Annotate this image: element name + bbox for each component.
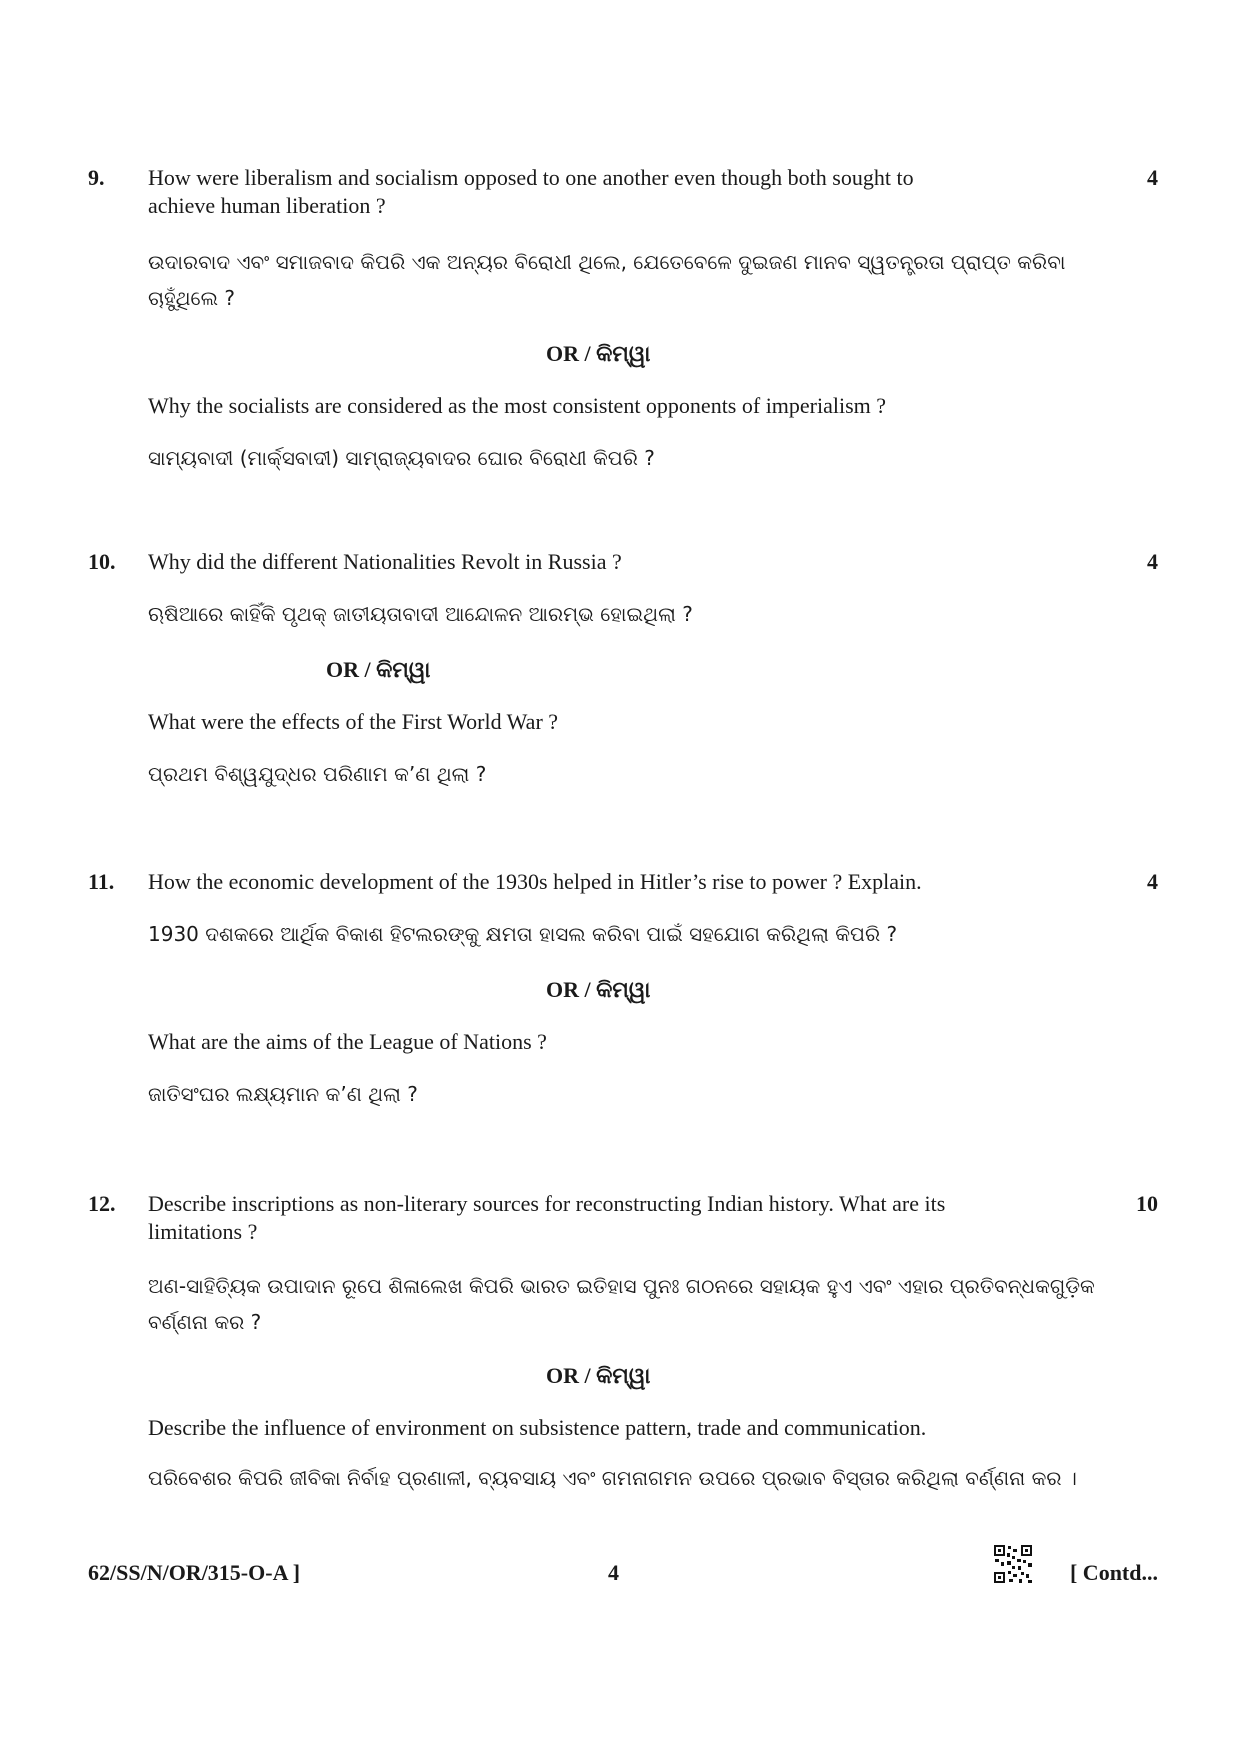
question-marks: 10 — [1136, 1191, 1158, 1216]
or-label: OR / କିମ୍ୱା — [546, 977, 651, 1002]
page-number: 4 — [608, 1560, 619, 1585]
or-label: OR / କିମ୍ୱା — [546, 1363, 651, 1388]
question-odia-line: ଉଦାରବାଦ ଏବଂ ସମାଜବାଦ କିପରି ଏକ ଅନ୍ୟର ବିରୋଧୀ ଥିଲେ, ଯେତେବେଳେ ଦୁଇଜଣ ମାନବ ସ୍ୱତନ୍ତ୍ରତା ପ୍ରାପ୍ତ କରିବା — [148, 250, 1066, 274]
question-text-line: Why did the different Nationalities Revolt in Russia ? — [148, 549, 622, 574]
question-number: 11. — [88, 869, 115, 894]
alt-question-odia: ସାମ୍ୟବାଦୀ (ମାର୍କ୍ସବାଦୀ) ସାମ୍ରାଜ୍ୟବାଦର ଘୋର ବିରୋଧୀ କିପରି ? — [148, 446, 655, 470]
question-marks: 4 — [1147, 869, 1158, 894]
question-number: 9. — [88, 165, 105, 190]
question-12 — [88, 1190, 1158, 1510]
paper-code: 62/SS/N/OR/315-O-A ] — [88, 1560, 301, 1585]
or-label: OR / କିମ୍ୱା — [546, 341, 651, 366]
question-text-line: How were liberalism and socialism opposed to one another even though both sought to — [148, 165, 914, 190]
alt-question-text: What are the aims of the League of Nations ? — [148, 1029, 547, 1054]
question-odia-line: ଋଷିଆରେ କାହିଁକି ପୃଥକ୍ ଜାତୀୟତାବାଦୀ ଆନ୍ଦୋଳନ ଆରମ୍ଭ ହୋଇଥିଲା ? — [148, 602, 693, 626]
question-marks: 4 — [1147, 549, 1158, 574]
question-number: 12. — [88, 1191, 116, 1216]
question-text-line: limitations ? — [148, 1219, 258, 1244]
question-text-line: achieve human liberation ? — [148, 193, 386, 218]
question-10 — [88, 548, 1158, 798]
question-odia-line: ଅଣ-ସାହିତ୍ୟିକ ଉପାଦାନ ରୂପେ ଶିଳାଲେଖ କିପରି ଭାରତ ଇତିହାସ ପୁନଃ ଗଠନରେ ସହାୟକ ହୁଏ ଏବଂ ଏହାର ପ୍ରତିବନ୍ଧକଗୁଡ଼ିକ — [148, 1274, 1095, 1298]
question-9 — [88, 164, 1158, 484]
alt-question-odia: ପରିବେଶର କିପରି ଜୀବିକା ନିର୍ବାହ ପ୍ରଣାଳୀ, ବ୍ୟବସାୟ ଏବଂ ଗମନାଗମନ ଉପରେ ପ୍ରଭାବ ବିସ୍ତାର କରିଥିଲା ବର୍ଣ୍ଣନା କର । — [148, 1466, 1077, 1490]
question-11 — [88, 868, 1158, 1118]
question-odia-line: 1930 ଦଶକରେ ଆର୍ଥିକ ବିକାଶ ହିଟଲରଙ୍କୁ କ୍ଷମତା ହାସଲ କରିବା ପାଇଁ ସହଯୋଗ କରିଥିଲା କିପରି ? — [148, 922, 898, 946]
page-footer — [88, 1560, 1158, 1600]
alt-question-text: Why the socialists are considered as the most consistent opponents of imperialism ? — [148, 393, 887, 418]
or-label: OR / କିମ୍ୱା — [326, 657, 431, 682]
qr-code-icon — [993, 1544, 1033, 1584]
question-text-line: How the economic development of the 1930s helped in Hitler’s rise to power ? Explain. — [148, 869, 922, 894]
question-marks: 4 — [1147, 165, 1158, 190]
question-number: 10. — [88, 549, 116, 574]
question-text-line: Describe inscriptions as non-literary sources for reconstructing Indian history. What are its — [148, 1191, 946, 1216]
alt-question-text: Describe the influence of environment on subsistence pattern, trade and communication. — [148, 1415, 927, 1440]
continued-label: [ Contd... — [1069, 1560, 1158, 1585]
alt-question-odia: ଜାତିସଂଘର ଲକ୍ଷ୍ୟମାନ କ’ଣ ଥିଲା ? — [148, 1082, 418, 1106]
alt-question-text: What were the effects of the First World War ? — [148, 709, 559, 734]
alt-question-odia: ପ୍ରଥମ ବିଶ୍ୱଯୁଦ୍ଧର ପରିଣାମ କ’ଣ ଥିଲା ? — [148, 762, 487, 786]
question-odia-line: ବର୍ଣ୍ଣନା କର ? — [148, 1310, 262, 1334]
question-odia-line: ଚାହୁଁଥିଲେ ? — [148, 286, 235, 310]
